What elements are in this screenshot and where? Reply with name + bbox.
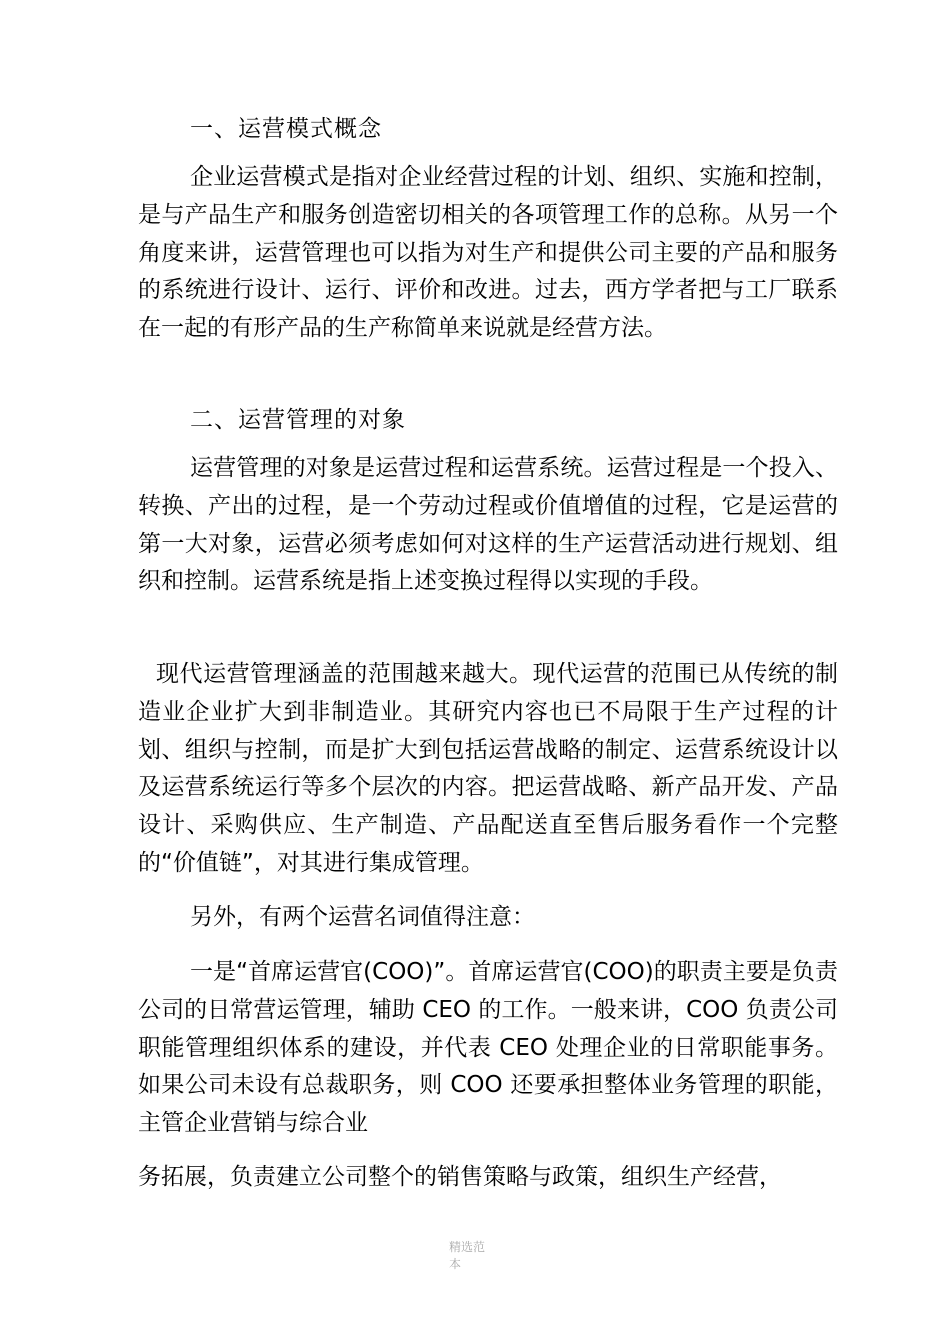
paragraph-continued: 务拓展，负责建立公司整个的销售策略与政策，组织生产经营， <box>138 1164 782 1190</box>
footer-watermark: 精选范本 <box>449 1240 486 1271</box>
section1-paragraph: 企业运营模式是指对企业经营过程的计划、组织、实施和控制，是与产品生产和服务创造密切相关的各项管理工作的总称。从另一个角度来讲，运营管理也可以指为对生产和提供公司主要的产品和服务的系统进行设计、运行、评价和改进。过去，西方学者把与工厂联系在一起的有形产品的生产称简单来说就是经营方法。 <box>138 164 838 342</box>
section2-paragraph: 运营管理的对象是运营过程和运营系统。运营过程是一个投入、转换、产出的过程，是一个劳动过程或价值增值的过程，它是运营的第一大对象，运营必须考虑如何对这样的生产运营活动进行规划、组织和控制。运营系统是指上述变换过程得以实现的手段。 <box>138 455 838 595</box>
section1-heading: 一、运营模式概念 <box>190 116 382 142</box>
section2-heading: 二、运营管理的对象 <box>190 407 406 433</box>
paragraph-coo: 一是“首席运营官(COO)”。首席运营官(COO)的职责主要是负责公司的日常营运管理，辅助 CEO 的工作。一般来讲，COO 负责公司职能管理组织体系的建设，并代表 CEO 处理企业的日常职能事务。如果公司未设有总裁职务，则 COO 还要承担整体业务管理的职能，主管企业营销与综合业 <box>138 959 838 1137</box>
paragraph-scope: 现代运营管理涵盖的范围越来越大。现代运营的范围已从传统的制造业企业扩大到非制造业。其研究内容也已不局限于生产过程的计划、组织与控制，而是扩大到包括运营战略的制定、运营系统设计以及运营系统运行等多个层次的内容。把运营战略、新产品开发、产品设计、采购供应、生产制造、产品配送直至售后服务看作一个完整的“价值链”，对其进行集成管理。 <box>138 661 838 876</box>
paragraph-terms-intro: 另外，有两个运营名词值得注意： <box>190 904 535 930</box>
